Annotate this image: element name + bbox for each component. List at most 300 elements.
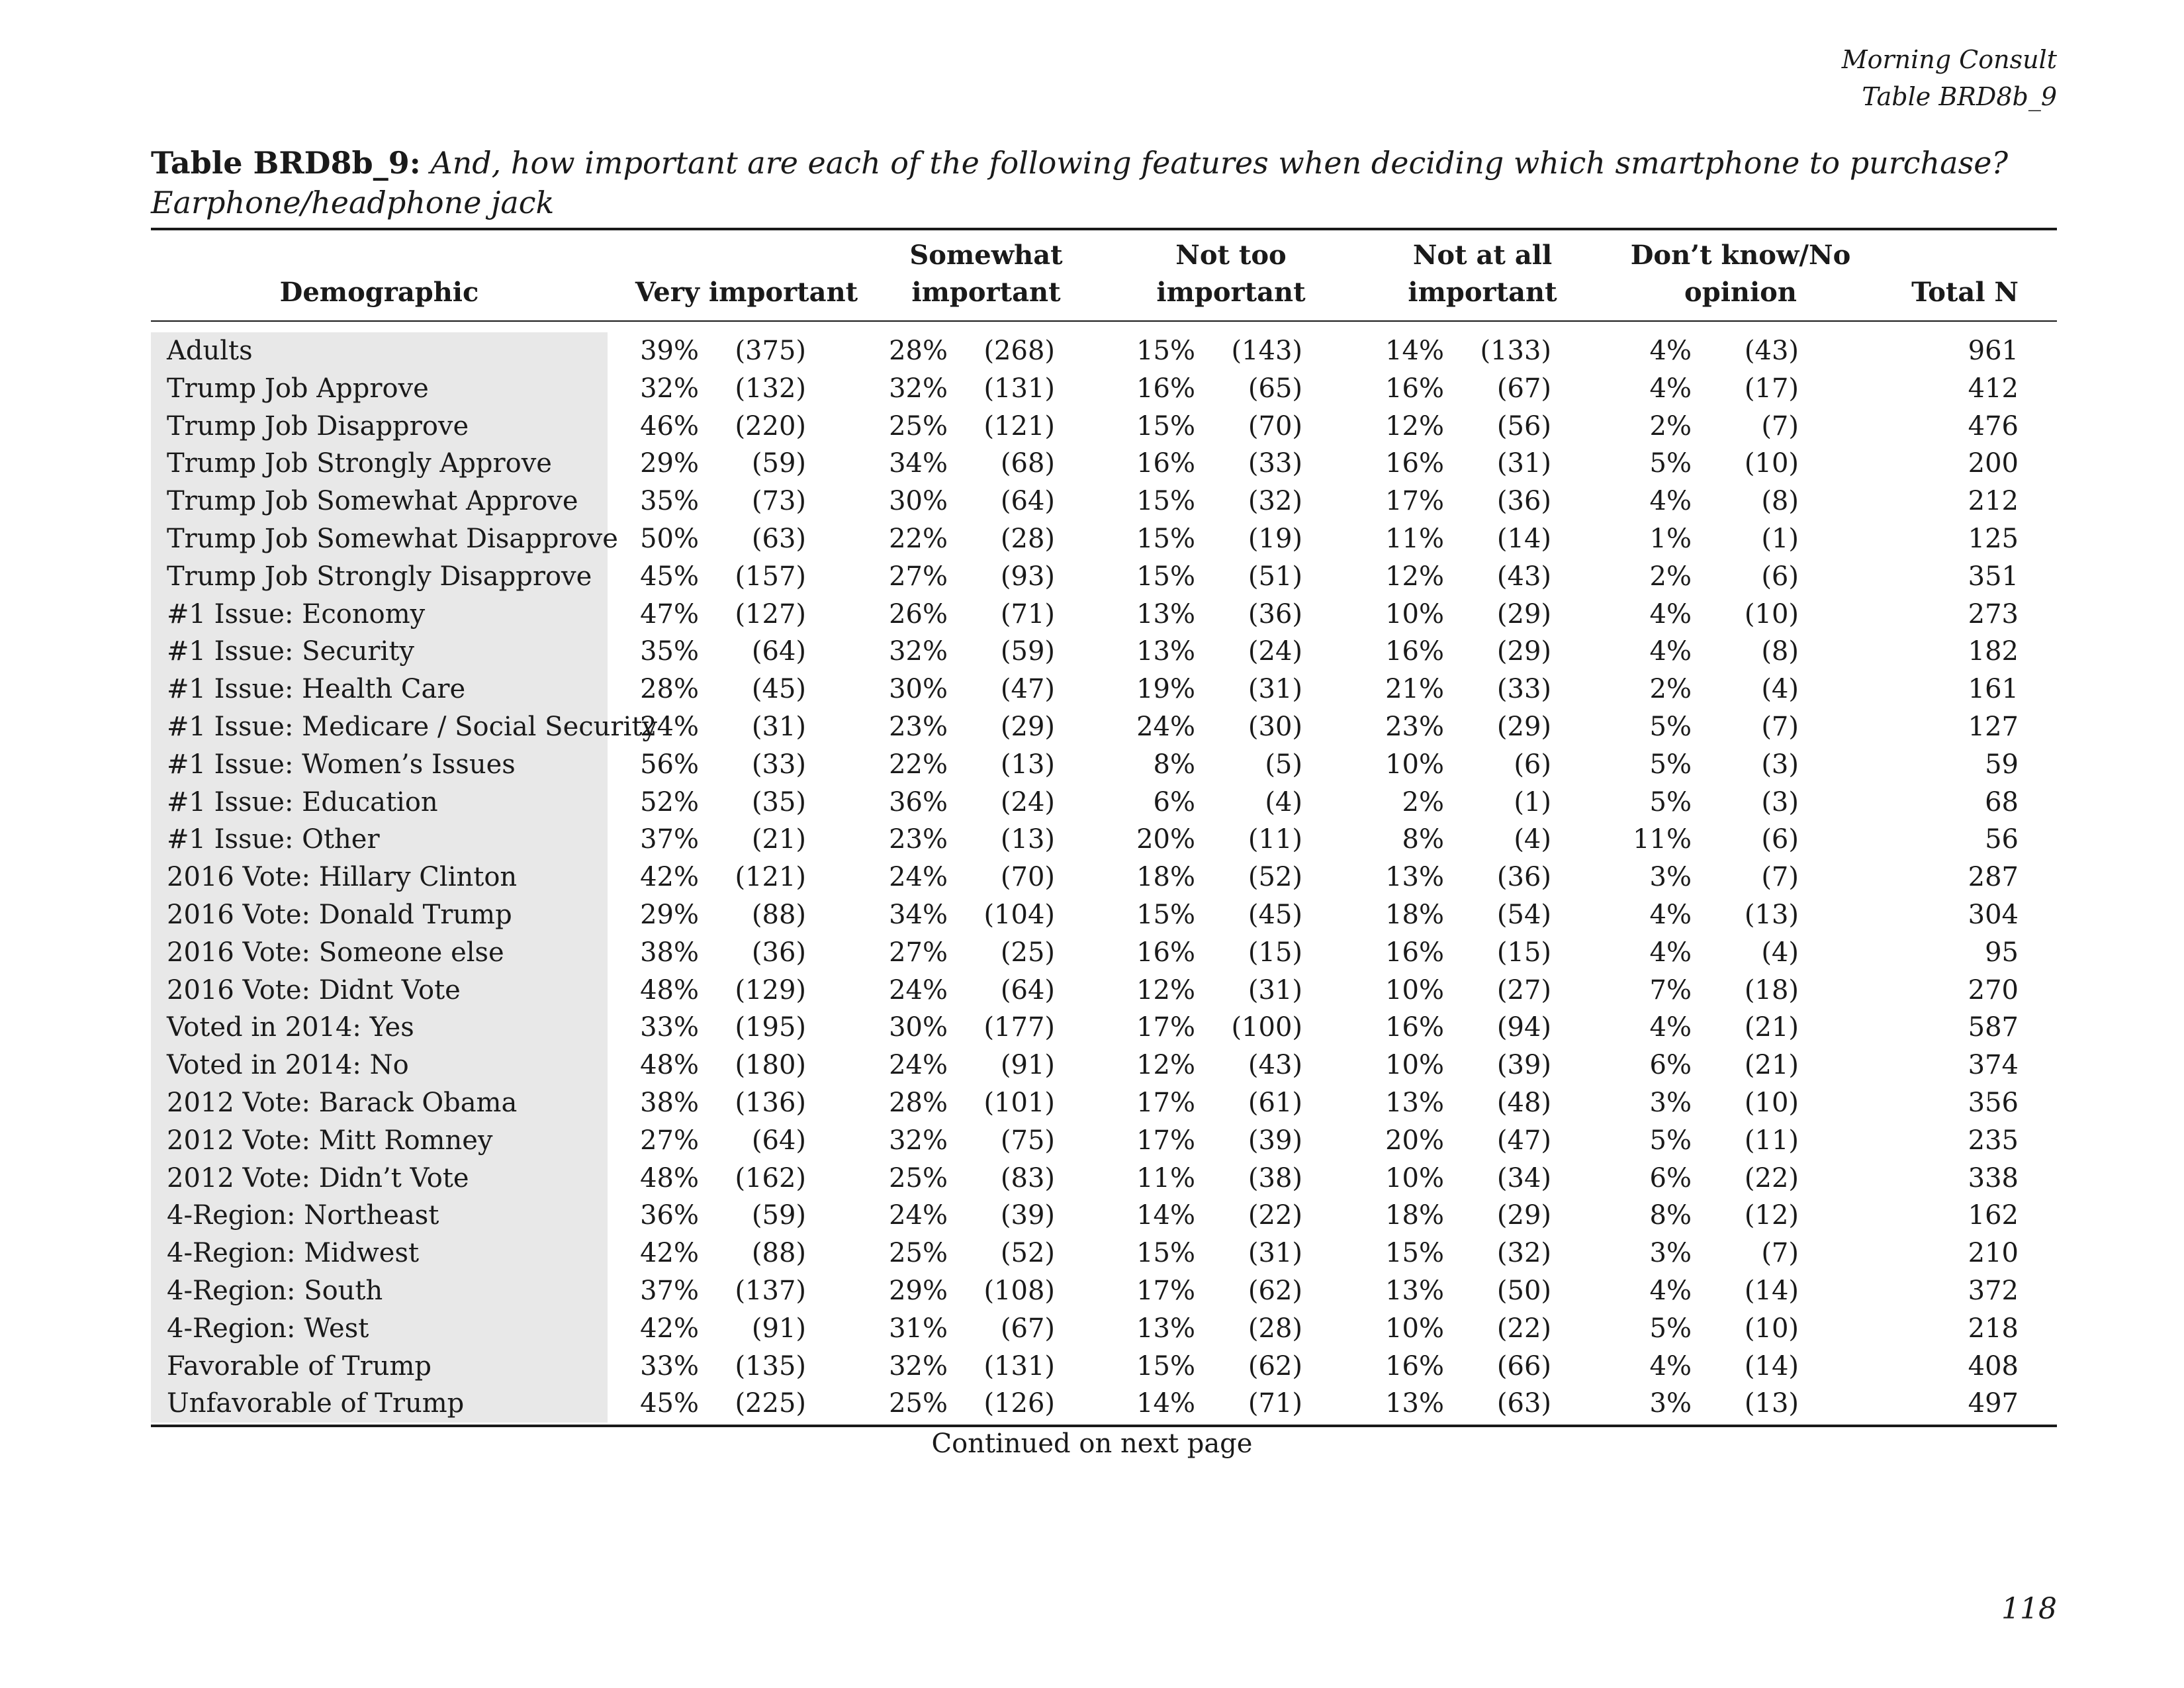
cell-notatall-n: (94) [1496,1012,1551,1043]
cell-total-n: 351 [1968,561,2019,592]
table-row [151,1160,2057,1197]
table-row [151,1385,2057,1423]
cell-dontknow-n: (10) [1744,598,1799,630]
cell-very-pct: 56% [640,749,699,780]
cell-very-n: (121) [735,862,806,893]
cell-very-n: (225) [735,1388,806,1419]
cell-dontknow-pct: 7% [1649,974,1692,1006]
cell-notatall-pct: 16% [1385,1012,1444,1043]
cell-total-n: 218 [1968,1313,2019,1344]
cell-notatall-pct: 14% [1385,336,1444,366]
cell-nottoo-n: (30) [1248,711,1302,742]
cell-nottoo-n: (71) [1248,1388,1302,1419]
cell-nottoo-pct: 12% [1136,974,1195,1006]
table-row [151,1047,2057,1084]
cell-very-pct: 29% [640,899,699,930]
cell-dontknow-pct: 2% [1649,410,1692,442]
cell-nottoo-pct: 18% [1136,862,1195,893]
cell-nottoo-n: (61) [1248,1087,1302,1118]
cell-somewhat-pct: 30% [889,486,948,517]
cell-somewhat-n: (131) [983,1350,1055,1382]
cell-notatall-n: (56) [1496,410,1551,442]
cell-somewhat-pct: 32% [889,1350,948,1382]
cell-nottoo-pct: 14% [1136,1388,1195,1419]
cell-nottoo-n: (52) [1248,862,1302,893]
cell-very-n: (157) [735,561,806,592]
cell-nottoo-pct: 24% [1136,711,1195,742]
cell-very-pct: 48% [640,974,699,1006]
cell-dontknow-pct: 4% [1649,937,1692,968]
table-row [151,408,2057,445]
cell-dontknow-pct: 5% [1649,448,1692,479]
cell-notatall-pct: 16% [1385,1350,1444,1382]
col-head-very-important: Very important [635,277,858,308]
cell-dontknow-n: (8) [1761,636,1799,667]
cell-very-n: (35) [751,786,806,818]
cell-notatall-n: (54) [1496,899,1551,930]
table-row [151,934,2057,972]
cell-very-n: (64) [751,1125,806,1156]
page-header [1842,41,2057,115]
cell-very-pct: 39% [640,336,699,366]
cell-total-n: 304 [1968,899,2019,930]
cell-very-n: (91) [751,1313,806,1344]
cell-somewhat-n: (67) [1000,1313,1055,1344]
cell-somewhat-pct: 25% [889,1162,948,1194]
cell-dontknow-pct: 3% [1649,1087,1692,1118]
row-demographic: Unfavorable of Trump [151,1385,608,1423]
cell-total-n: 356 [1968,1087,2019,1118]
table-row [151,972,2057,1009]
cell-nottoo-n: (31) [1248,974,1302,1006]
cell-nottoo-n: (22) [1248,1200,1302,1231]
cell-somewhat-n: (101) [983,1087,1055,1118]
cell-dontknow-pct: 2% [1649,674,1692,705]
row-demographic: Trump Job Approve [151,370,608,408]
cell-notatall-pct: 15% [1385,1238,1444,1269]
row-demographic: 4-Region: Midwest [151,1235,608,1272]
cell-somewhat-pct: 25% [889,1238,948,1269]
row-demographic: Favorable of Trump [151,1348,608,1385]
cell-nottoo-pct: 15% [1136,486,1195,517]
cell-somewhat-pct: 24% [889,1050,948,1081]
table-title [151,143,2008,222]
row-demographic: #1 Issue: Health Care [151,671,608,708]
cell-dontknow-n: (17) [1744,373,1799,404]
cell-dontknow-n: (7) [1761,711,1799,742]
cell-somewhat-n: (13) [1000,824,1055,855]
cell-very-n: (31) [751,711,806,742]
cell-somewhat-pct: 24% [889,1200,948,1231]
cell-very-pct: 35% [640,636,699,667]
cell-somewhat-n: (52) [1000,1238,1055,1269]
cell-nottoo-pct: 12% [1136,1050,1195,1081]
data-table [151,332,2057,1423]
table-row [151,746,2057,784]
cell-somewhat-pct: 32% [889,373,948,404]
table-row [151,1084,2057,1122]
cell-nottoo-n: (51) [1248,561,1302,592]
cell-somewhat-n: (64) [1000,486,1055,517]
cell-somewhat-pct: 30% [889,1012,948,1043]
cell-somewhat-n: (24) [1000,786,1055,818]
cell-notatall-n: (33) [1496,674,1551,705]
cell-notatall-pct: 13% [1385,1388,1444,1419]
cell-dontknow-n: (21) [1744,1050,1799,1081]
cell-nottoo-n: (15) [1248,937,1302,968]
cell-nottoo-n: (4) [1265,786,1302,818]
cell-dontknow-pct: 11% [1633,824,1692,855]
cell-notatall-n: (63) [1496,1388,1551,1419]
cell-dontknow-n: (18) [1744,974,1799,1006]
header-table-id: Table BRD8b_9 [1862,82,2057,111]
row-demographic: 2016 Vote: Donald Trump [151,896,608,934]
table-row [151,1122,2057,1160]
table-row [151,896,2057,934]
row-demographic: 2012 Vote: Barack Obama [151,1084,608,1122]
cell-somewhat-pct: 23% [889,711,948,742]
cell-notatall-pct: 18% [1385,1200,1444,1231]
cell-total-n: 497 [1968,1388,2019,1419]
cell-nottoo-n: (24) [1248,636,1302,667]
cell-total-n: 200 [1968,448,2019,479]
cell-nottoo-n: (11) [1248,824,1302,855]
cell-very-n: (88) [751,1238,806,1269]
cell-somewhat-n: (59) [1000,636,1055,667]
cell-very-pct: 33% [640,1012,699,1043]
row-demographic: #1 Issue: Other [151,821,608,859]
cell-somewhat-pct: 31% [889,1313,948,1344]
cell-somewhat-n: (75) [1000,1125,1055,1156]
cell-notatall-n: (34) [1496,1162,1551,1194]
header-rule [151,320,2057,322]
cell-very-pct: 52% [640,786,699,818]
cell-nottoo-n: (19) [1248,523,1302,554]
cell-notatall-n: (32) [1496,1238,1551,1269]
cell-total-n: 270 [1968,974,2019,1006]
cell-somewhat-pct: 25% [889,410,948,442]
table-row [151,1197,2057,1235]
cell-notatall-pct: 11% [1385,523,1444,554]
cell-notatall-pct: 18% [1385,899,1444,930]
cell-notatall-n: (29) [1496,1200,1551,1231]
row-demographic: #1 Issue: Women’s Issues [151,746,608,784]
cell-notatall-n: (29) [1496,711,1551,742]
cell-dontknow-n: (13) [1744,899,1799,930]
cell-dontknow-n: (14) [1744,1350,1799,1382]
cell-very-n: (375) [735,336,806,366]
cell-nottoo-n: (38) [1248,1162,1302,1194]
cell-dontknow-n: (22) [1744,1162,1799,1194]
cell-total-n: 372 [1968,1275,2019,1306]
cell-very-n: (21) [751,824,806,855]
cell-nottoo-n: (43) [1248,1050,1302,1081]
cell-dontknow-pct: 4% [1649,486,1692,517]
cell-dontknow-n: (4) [1761,937,1799,968]
table-row [151,671,2057,708]
row-demographic: 2016 Vote: Someone else [151,934,608,972]
table-row [151,332,2057,370]
row-demographic: #1 Issue: Medicare / Social Security [151,708,608,746]
cell-very-pct: 27% [640,1125,699,1156]
cell-total-n: 125 [1968,523,2019,554]
cell-notatall-pct: 2% [1402,786,1444,818]
col-head-demographic: Demographic [279,277,479,308]
cell-dontknow-pct: 6% [1649,1162,1692,1194]
cell-somewhat-pct: 22% [889,749,948,780]
cell-very-pct: 28% [640,674,699,705]
cell-very-pct: 42% [640,1313,699,1344]
cell-very-n: (59) [751,448,806,479]
cell-somewhat-n: (47) [1000,674,1055,705]
cell-total-n: 68 [1985,786,2019,818]
continued-note: Continued on next page [931,1429,1253,1459]
cell-notatall-pct: 10% [1385,974,1444,1006]
cell-very-n: (127) [735,598,806,630]
cell-notatall-pct: 13% [1385,862,1444,893]
table-title-question: And, how important are each of the following features when deciding which smartphone to purchase? [430,145,2009,181]
table-row [151,370,2057,408]
cell-notatall-n: (43) [1496,561,1551,592]
cell-nottoo-n: (39) [1248,1125,1302,1156]
table-row [151,633,2057,671]
cell-notatall-n: (4) [1514,824,1551,855]
col-head-not-at-all-important: Not at all important [1408,240,1557,308]
cell-dontknow-n: (13) [1744,1388,1799,1419]
cell-notatall-n: (36) [1496,862,1551,893]
cell-somewhat-n: (13) [1000,749,1055,780]
cell-very-n: (137) [735,1275,806,1306]
cell-dontknow-n: (10) [1744,1313,1799,1344]
cell-total-n: 287 [1968,862,2019,893]
row-demographic: #1 Issue: Education [151,784,608,821]
cell-very-pct: 37% [640,1275,699,1306]
cell-notatall-n: (31) [1496,448,1551,479]
cell-total-n: 412 [1968,373,2019,404]
cell-dontknow-n: (43) [1744,336,1799,366]
cell-total-n: 56 [1985,824,2019,855]
cell-nottoo-pct: 6% [1153,786,1195,818]
cell-nottoo-pct: 20% [1136,824,1195,855]
table-row [151,821,2057,859]
cell-notatall-pct: 13% [1385,1087,1444,1118]
cell-dontknow-pct: 5% [1649,749,1692,780]
cell-very-pct: 35% [640,486,699,517]
cell-dontknow-pct: 4% [1649,336,1692,366]
cell-notatall-pct: 16% [1385,373,1444,404]
cell-somewhat-n: (121) [983,410,1055,442]
cell-very-n: (36) [751,937,806,968]
cell-dontknow-n: (4) [1761,674,1799,705]
cell-dontknow-pct: 8% [1649,1200,1692,1231]
cell-nottoo-pct: 15% [1136,1350,1195,1382]
cell-very-n: (180) [735,1050,806,1081]
cell-nottoo-pct: 14% [1136,1200,1195,1231]
cell-dontknow-n: (10) [1744,448,1799,479]
cell-dontknow-n: (21) [1744,1012,1799,1043]
bottom-rule [151,1425,2057,1427]
cell-notatall-n: (66) [1496,1350,1551,1382]
cell-dontknow-pct: 4% [1649,373,1692,404]
cell-nottoo-n: (70) [1248,410,1302,442]
table-row [151,1348,2057,1385]
cell-notatall-n: (133) [1480,336,1551,366]
table-row [151,1310,2057,1348]
cell-total-n: 212 [1968,486,2019,517]
top-rule [151,228,2057,230]
cell-nottoo-n: (5) [1265,749,1302,780]
cell-dontknow-n: (11) [1744,1125,1799,1156]
cell-dontknow-pct: 5% [1649,711,1692,742]
cell-dontknow-pct: 3% [1649,862,1692,893]
cell-very-n: (136) [735,1087,806,1118]
cell-somewhat-n: (70) [1000,862,1055,893]
cell-very-n: (59) [751,1200,806,1231]
cell-somewhat-n: (25) [1000,937,1055,968]
header-org: Morning Consult [1841,45,2057,74]
cell-dontknow-n: (10) [1744,1087,1799,1118]
cell-notatall-n: (27) [1496,974,1551,1006]
cell-notatall-pct: 12% [1385,410,1444,442]
cell-total-n: 182 [1968,636,2019,667]
table-row [151,445,2057,483]
cell-somewhat-n: (29) [1000,711,1055,742]
table-row [151,558,2057,596]
row-demographic: Voted in 2014: Yes [151,1009,608,1047]
cell-nottoo-n: (65) [1248,373,1302,404]
cell-very-n: (132) [735,373,806,404]
cell-somewhat-n: (91) [1000,1050,1055,1081]
cell-very-pct: 46% [640,410,699,442]
row-demographic: 4-Region: South [151,1272,608,1310]
table-row [151,483,2057,520]
cell-very-pct: 42% [640,862,699,893]
cell-dontknow-n: (14) [1744,1275,1799,1306]
cell-somewhat-n: (126) [983,1388,1055,1419]
cell-somewhat-pct: 29% [889,1275,948,1306]
cell-dontknow-n: (3) [1761,749,1799,780]
cell-nottoo-pct: 15% [1136,523,1195,554]
page-number: 118 [2001,1592,2057,1626]
table-title-label: Table BRD8b_9: [151,145,421,181]
cell-very-pct: 47% [640,598,699,630]
cell-somewhat-pct: 27% [889,561,948,592]
cell-total-n: 338 [1968,1162,2019,1194]
cell-notatall-pct: 10% [1385,1050,1444,1081]
cell-nottoo-pct: 15% [1136,336,1195,366]
cell-dontknow-n: (7) [1761,862,1799,893]
cell-nottoo-pct: 17% [1136,1275,1195,1306]
cell-notatall-pct: 12% [1385,561,1444,592]
cell-dontknow-n: (6) [1761,824,1799,855]
cell-nottoo-n: (62) [1248,1350,1302,1382]
cell-very-pct: 36% [640,1200,699,1231]
cell-notatall-n: (1) [1514,786,1551,818]
cell-notatall-pct: 10% [1385,598,1444,630]
cell-very-n: (88) [751,899,806,930]
cell-total-n: 95 [1985,937,2019,968]
cell-very-pct: 42% [640,1238,699,1269]
cell-notatall-n: (14) [1496,523,1551,554]
cell-somewhat-pct: 24% [889,974,948,1006]
cell-nottoo-pct: 13% [1136,636,1195,667]
cell-dontknow-pct: 5% [1649,786,1692,818]
cell-notatall-n: (39) [1496,1050,1551,1081]
cell-nottoo-pct: 15% [1136,410,1195,442]
cell-total-n: 210 [1968,1238,2019,1269]
cell-dontknow-pct: 1% [1649,523,1692,554]
col-head-dont-know: Don’t know/No opinion [1630,240,1851,308]
cell-somewhat-pct: 36% [889,786,948,818]
cell-very-pct: 38% [640,1087,699,1118]
cell-notatall-n: (29) [1496,598,1551,630]
cell-dontknow-pct: 4% [1649,598,1692,630]
cell-very-n: (220) [735,410,806,442]
cell-notatall-n: (67) [1496,373,1551,404]
cell-nottoo-pct: 13% [1136,598,1195,630]
cell-somewhat-pct: 26% [889,598,948,630]
cell-nottoo-pct: 16% [1136,373,1195,404]
cell-notatall-pct: 10% [1385,1313,1444,1344]
cell-nottoo-n: (31) [1248,1238,1302,1269]
table-row [151,1235,2057,1272]
table-row [151,520,2057,558]
cell-nottoo-n: (62) [1248,1275,1302,1306]
table-row [151,784,2057,821]
cell-somewhat-n: (68) [1000,448,1055,479]
cell-somewhat-n: (39) [1000,1200,1055,1231]
cell-dontknow-n: (1) [1761,523,1799,554]
cell-dontknow-pct: 5% [1649,1125,1692,1156]
row-demographic: #1 Issue: Security [151,633,608,671]
cell-dontknow-pct: 3% [1649,1238,1692,1269]
cell-dontknow-n: (6) [1761,561,1799,592]
row-demographic: 4-Region: Northeast [151,1197,608,1235]
cell-dontknow-pct: 4% [1649,1275,1692,1306]
cell-somewhat-pct: 27% [889,937,948,968]
cell-dontknow-pct: 5% [1649,1313,1692,1344]
cell-nottoo-n: (33) [1248,448,1302,479]
cell-somewhat-n: (268) [983,336,1055,366]
cell-notatall-pct: 16% [1385,448,1444,479]
cell-somewhat-n: (108) [983,1275,1055,1306]
cell-nottoo-pct: 19% [1136,674,1195,705]
cell-notatall-n: (15) [1496,937,1551,968]
cell-very-n: (195) [735,1012,806,1043]
table-row [151,1009,2057,1047]
cell-dontknow-pct: 2% [1649,561,1692,592]
cell-nottoo-pct: 8% [1153,749,1195,780]
cell-very-pct: 48% [640,1050,699,1081]
cell-very-n: (45) [751,674,806,705]
row-demographic: 2016 Vote: Hillary Clinton [151,859,608,896]
cell-somewhat-n: (71) [1000,598,1055,630]
cell-total-n: 273 [1968,598,2019,630]
cell-somewhat-pct: 23% [889,824,948,855]
cell-nottoo-n: (143) [1231,336,1302,366]
row-demographic: Trump Job Somewhat Disapprove [151,520,608,558]
row-demographic: #1 Issue: Economy [151,596,608,633]
col-head-not-too-important: Not too important [1156,240,1306,308]
cell-very-n: (73) [751,486,806,517]
row-demographic: Voted in 2014: No [151,1047,608,1084]
cell-somewhat-pct: 24% [889,862,948,893]
cell-total-n: 59 [1985,749,2019,780]
cell-dontknow-pct: 4% [1649,899,1692,930]
row-demographic: Trump Job Disapprove [151,408,608,445]
col-head-total-n: Total N [1911,277,2019,308]
cell-nottoo-pct: 17% [1136,1087,1195,1118]
